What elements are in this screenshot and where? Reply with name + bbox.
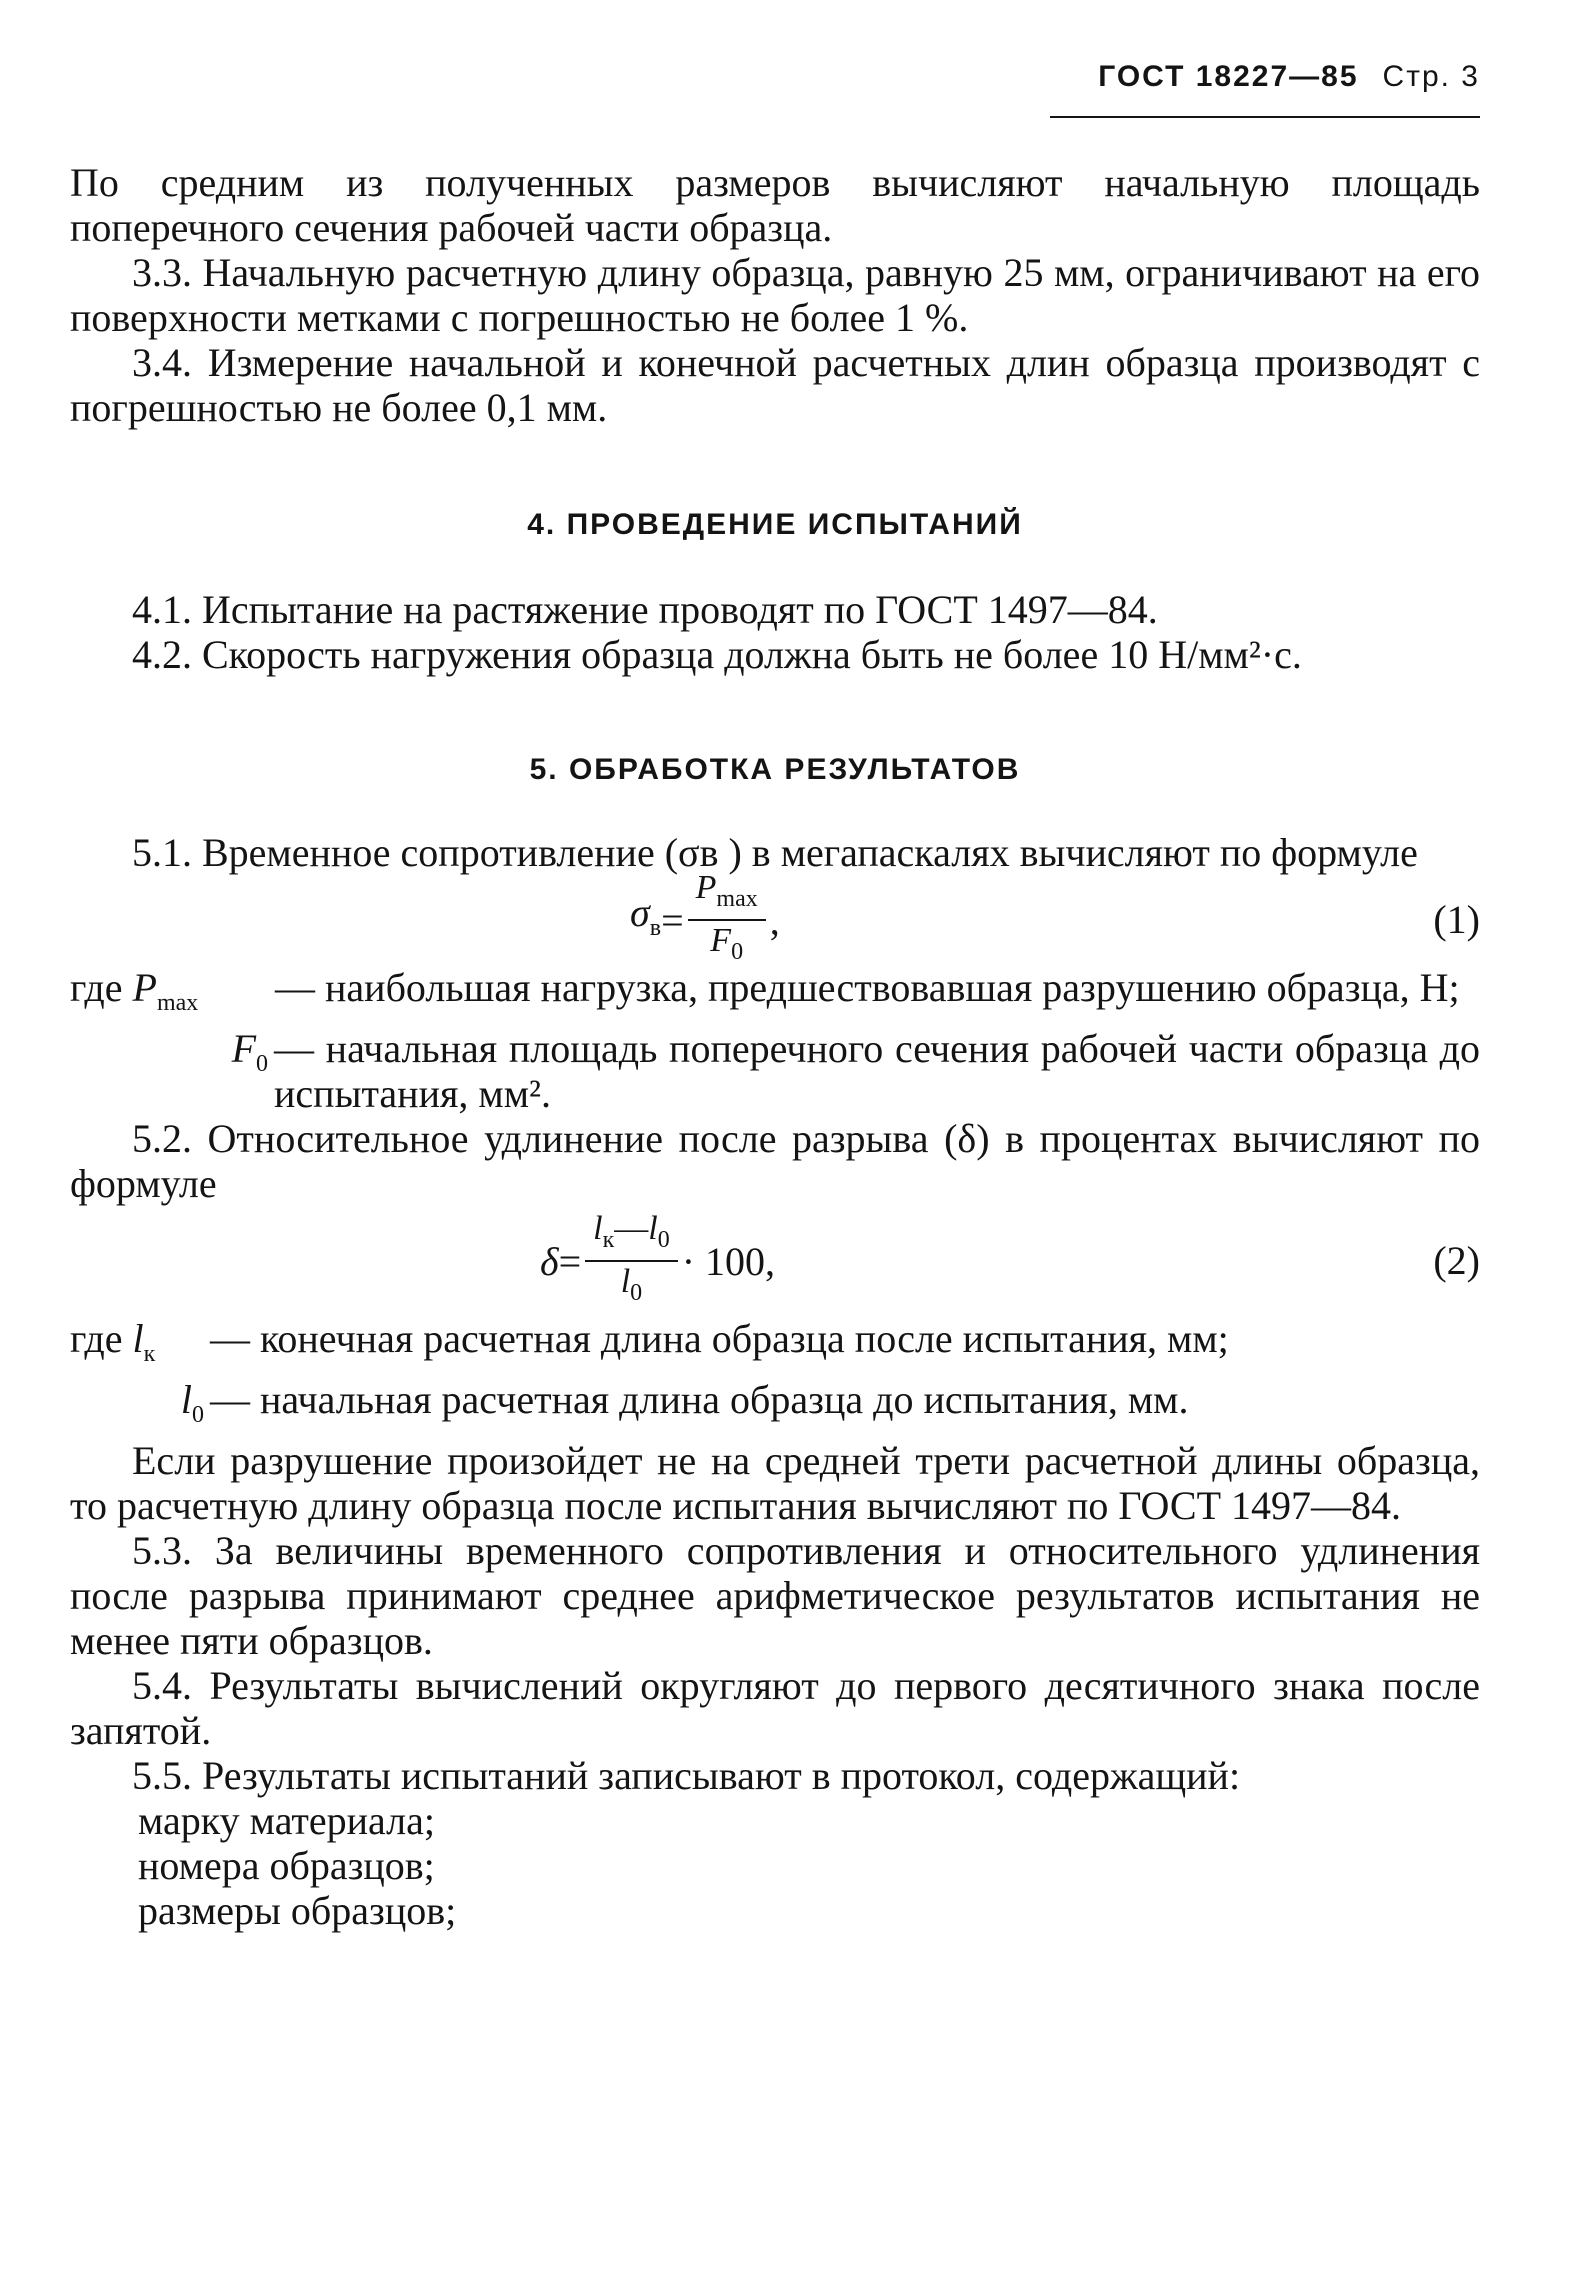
definitions-2 [70,1316,1480,1438]
where-label: где [70,965,123,1010]
formula-1-numerator: P [695,869,717,907]
formula-1-denominator: F [710,922,732,959]
paragraph-4-1: 4.1. Испытание на растяжение проводят по ГОСТ 1497—84. [132,587,1158,632]
definition-desc: — конечная расчетная длина образца после испытания, мм; [210,1316,1229,1361]
definition-row [70,1377,1480,1438]
protocol-item: номера образцов; [138,1843,435,1888]
formula-2-num-a-sub: к [602,1227,615,1253]
formula-1-denominator-sub: 0 [731,938,744,965]
paragraph-5-2: 5.2. Относительное удлинение после разрыва (δ) в процентах вычисляют по формуле [70,1116,1480,1206]
formula-1-lhs: σ [630,889,650,935]
definition-term-sub: 0 [256,1051,268,1077]
formula-1-numerator-sub: max [716,886,758,912]
where-label: где [70,1316,123,1361]
definition-row [70,965,1480,1026]
standard-number: ГОСТ 18227—85 [1098,60,1359,93]
formula-2-denominator: l [620,1263,631,1300]
formula-2-lhs: δ [540,1238,559,1284]
protocol-item: марку материала; [138,1798,435,1843]
definition-term: l [132,1316,144,1361]
paragraph-5-3: 5.3. За величины временного сопротивления и относительного удлинения после разрыва принимают среднее арифметическое результатов испытания не менее пяти образцов. [70,1528,1480,1663]
formula-1-number: (1) [1433,897,1480,942]
formula-2-number: (2) [1433,1238,1480,1283]
formula-2-tail: · 100, [681,1238,776,1284]
section-heading-5: 5. ОБРАБОТКА РЕЗУЛЬТАТОВ [529,753,1021,786]
definitions-1 [70,965,1480,1116]
paragraph-3-4: 3.4. Измерение начальной и конечной расчетных длин образца производят с погрешностью не более 0,1 мм. [70,340,1480,430]
definition-row [70,1026,1480,1116]
formula-1-tail: , [769,897,780,943]
paragraph-3-3: 3.3. Начальную расчетную длину образца, равную 25 мм, ограничивают на его поверхности метками с погрешностью не более 1 %. [70,250,1480,340]
body-text [70,160,1480,1933]
formula-2-equals: = [558,1238,582,1284]
formula-1-fraction [688,868,766,972]
page-header [1098,60,1480,94]
formula-1 [70,869,1480,965]
definition-term-sub: max [156,990,199,1016]
formula-2-num-b-sub: 0 [657,1227,670,1253]
definition-term-sub: 0 [192,1402,204,1428]
section-heading-4: 4. ПРОВЕДЕНИЕ ИСПЫТАНИЙ [527,508,1023,541]
paragraph-5-1: 5.1. Временное сопротивление (σв ) в мегапаскалях вычисляют по формуле [132,830,1418,875]
formula-1-equals: = [661,897,684,943]
protocol-item: размеры образцов; [138,1888,457,1933]
paragraph-5-4: 5.4. Результаты вычислений округляют до первого десятичного знака после запятой. [70,1663,1480,1753]
definition-term: l [180,1377,192,1422]
definition-desc: — начальная расчетная длина образца до испытания, мм. [210,1377,1189,1422]
paragraph-4-2: 4.2. Скорость нагружения образца должна быть не более 10 Н/мм²·с. [132,632,1302,677]
definition-term-sub: к [143,1341,156,1367]
formula-2-fraction [585,1209,678,1313]
header-rule [1050,116,1480,118]
formula-2-minus: — [614,1210,649,1248]
formula-2-num-b: l [648,1210,658,1248]
paragraph-fracture: Если разрушение произойдет не на средней трети расчетной длины образца, то расчетную длину образца после испытания вычисляют по ГОСТ 1497—84. [70,1438,1480,1528]
formula-2-denominator-sub: 0 [630,1279,643,1306]
formula-2-num-a: l [593,1210,603,1248]
page-number: Стр. 3 [1382,60,1480,93]
definition-term: F [231,1026,256,1071]
formula-1-lhs-sub: в [649,914,662,941]
definition-row [70,1316,1480,1377]
definition-desc: — наибольшая нагрузка, предшествовавшая разрушению образца, Н; [275,965,1460,1010]
formula-2 [70,1206,1480,1316]
definition-desc: — начальная площадь поперечного сечения рабочей части образца до испытания, мм². [274,1026,1480,1116]
definition-term: P [132,965,157,1010]
paragraph-intro: По средним из полученных размеров вычисляют начальную площадь поперечного сечения рабочей части образца. [70,160,1480,250]
paragraph-5-5: 5.5. Результаты испытаний записывают в протокол, содержащий: [132,1753,1241,1798]
